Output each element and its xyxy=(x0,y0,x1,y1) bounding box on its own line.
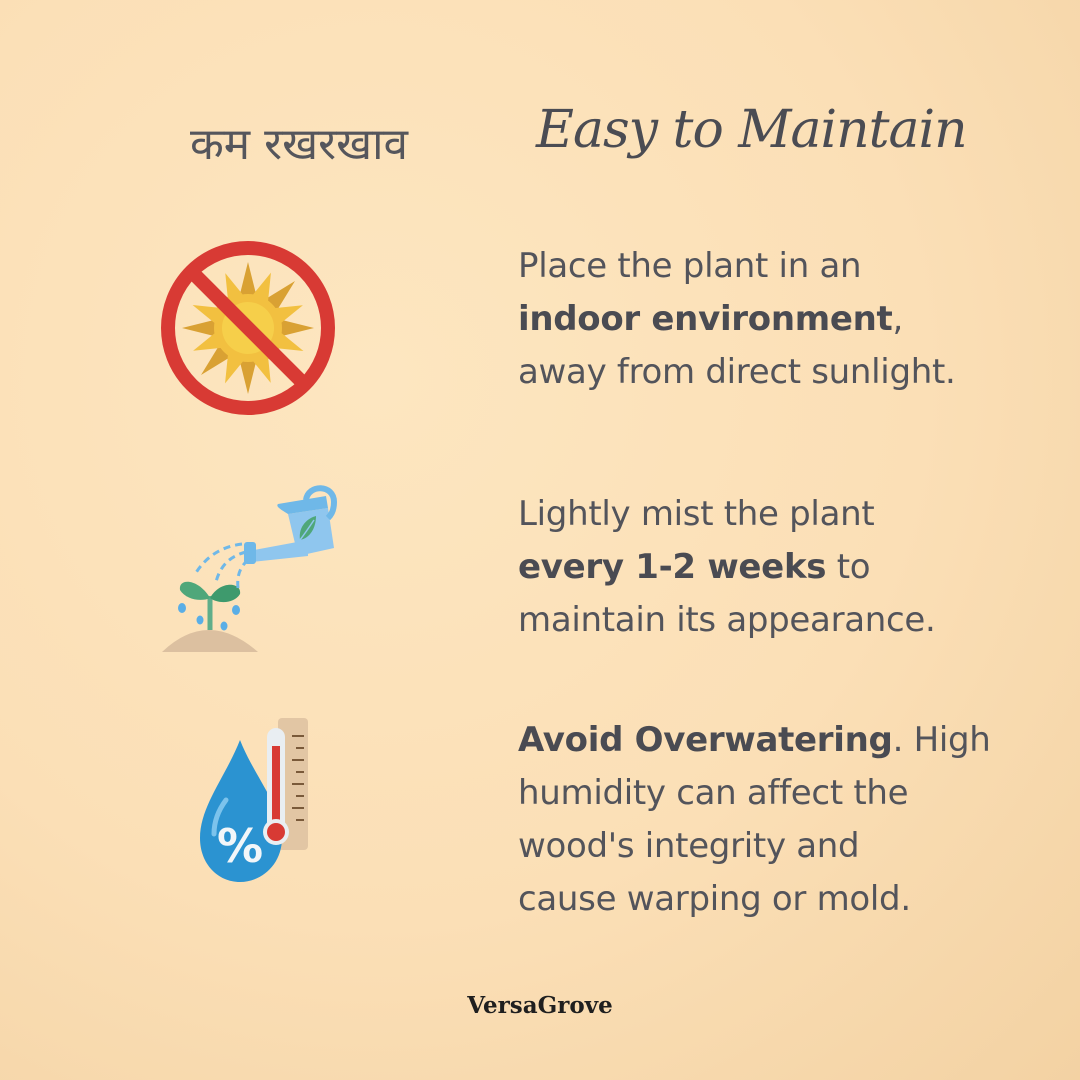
tip-indoor-emphasis: indoor environment xyxy=(518,299,893,339)
tip-mist-emphasis: every 1-2 weeks xyxy=(518,547,827,587)
tip-indoor-line-2: indoor environment, xyxy=(518,299,903,339)
watering-can-icon xyxy=(158,478,338,658)
tip-mist-line-3: maintain its appearance. xyxy=(518,600,936,640)
tip-mist-line-1: Lightly mist the plant xyxy=(518,494,875,534)
tip-overwatering-line-3: wood's integrity and xyxy=(518,826,860,866)
tip-indoor-line-3: away from direct sunlight. xyxy=(518,352,956,392)
svg-text:%: % xyxy=(216,819,264,873)
tip-overwatering-line-2: humidity can affect the xyxy=(518,773,909,813)
tip-overwatering-line-4: cause warping or mold. xyxy=(518,879,911,919)
tip-indoor xyxy=(518,240,1038,399)
hindi-title: कम रखरखाव xyxy=(190,119,408,170)
humidity-thermometer-icon xyxy=(196,716,316,888)
no-sunlight-icon xyxy=(160,240,336,416)
tip-mist-line-2: every 1-2 weeks to xyxy=(518,547,871,587)
brand-logo-text: VersaGrove xyxy=(467,992,613,1019)
tip-overwatering xyxy=(518,714,1038,926)
tip-indoor-line-1: Place the plant in an xyxy=(518,246,862,286)
page-title: Easy to Maintain xyxy=(536,100,967,160)
tip-overwatering-line-1: Avoid Overwatering. High xyxy=(518,720,991,760)
tip-overwatering-emphasis: Avoid Overwatering xyxy=(518,720,893,760)
tip-mist xyxy=(518,488,1038,647)
